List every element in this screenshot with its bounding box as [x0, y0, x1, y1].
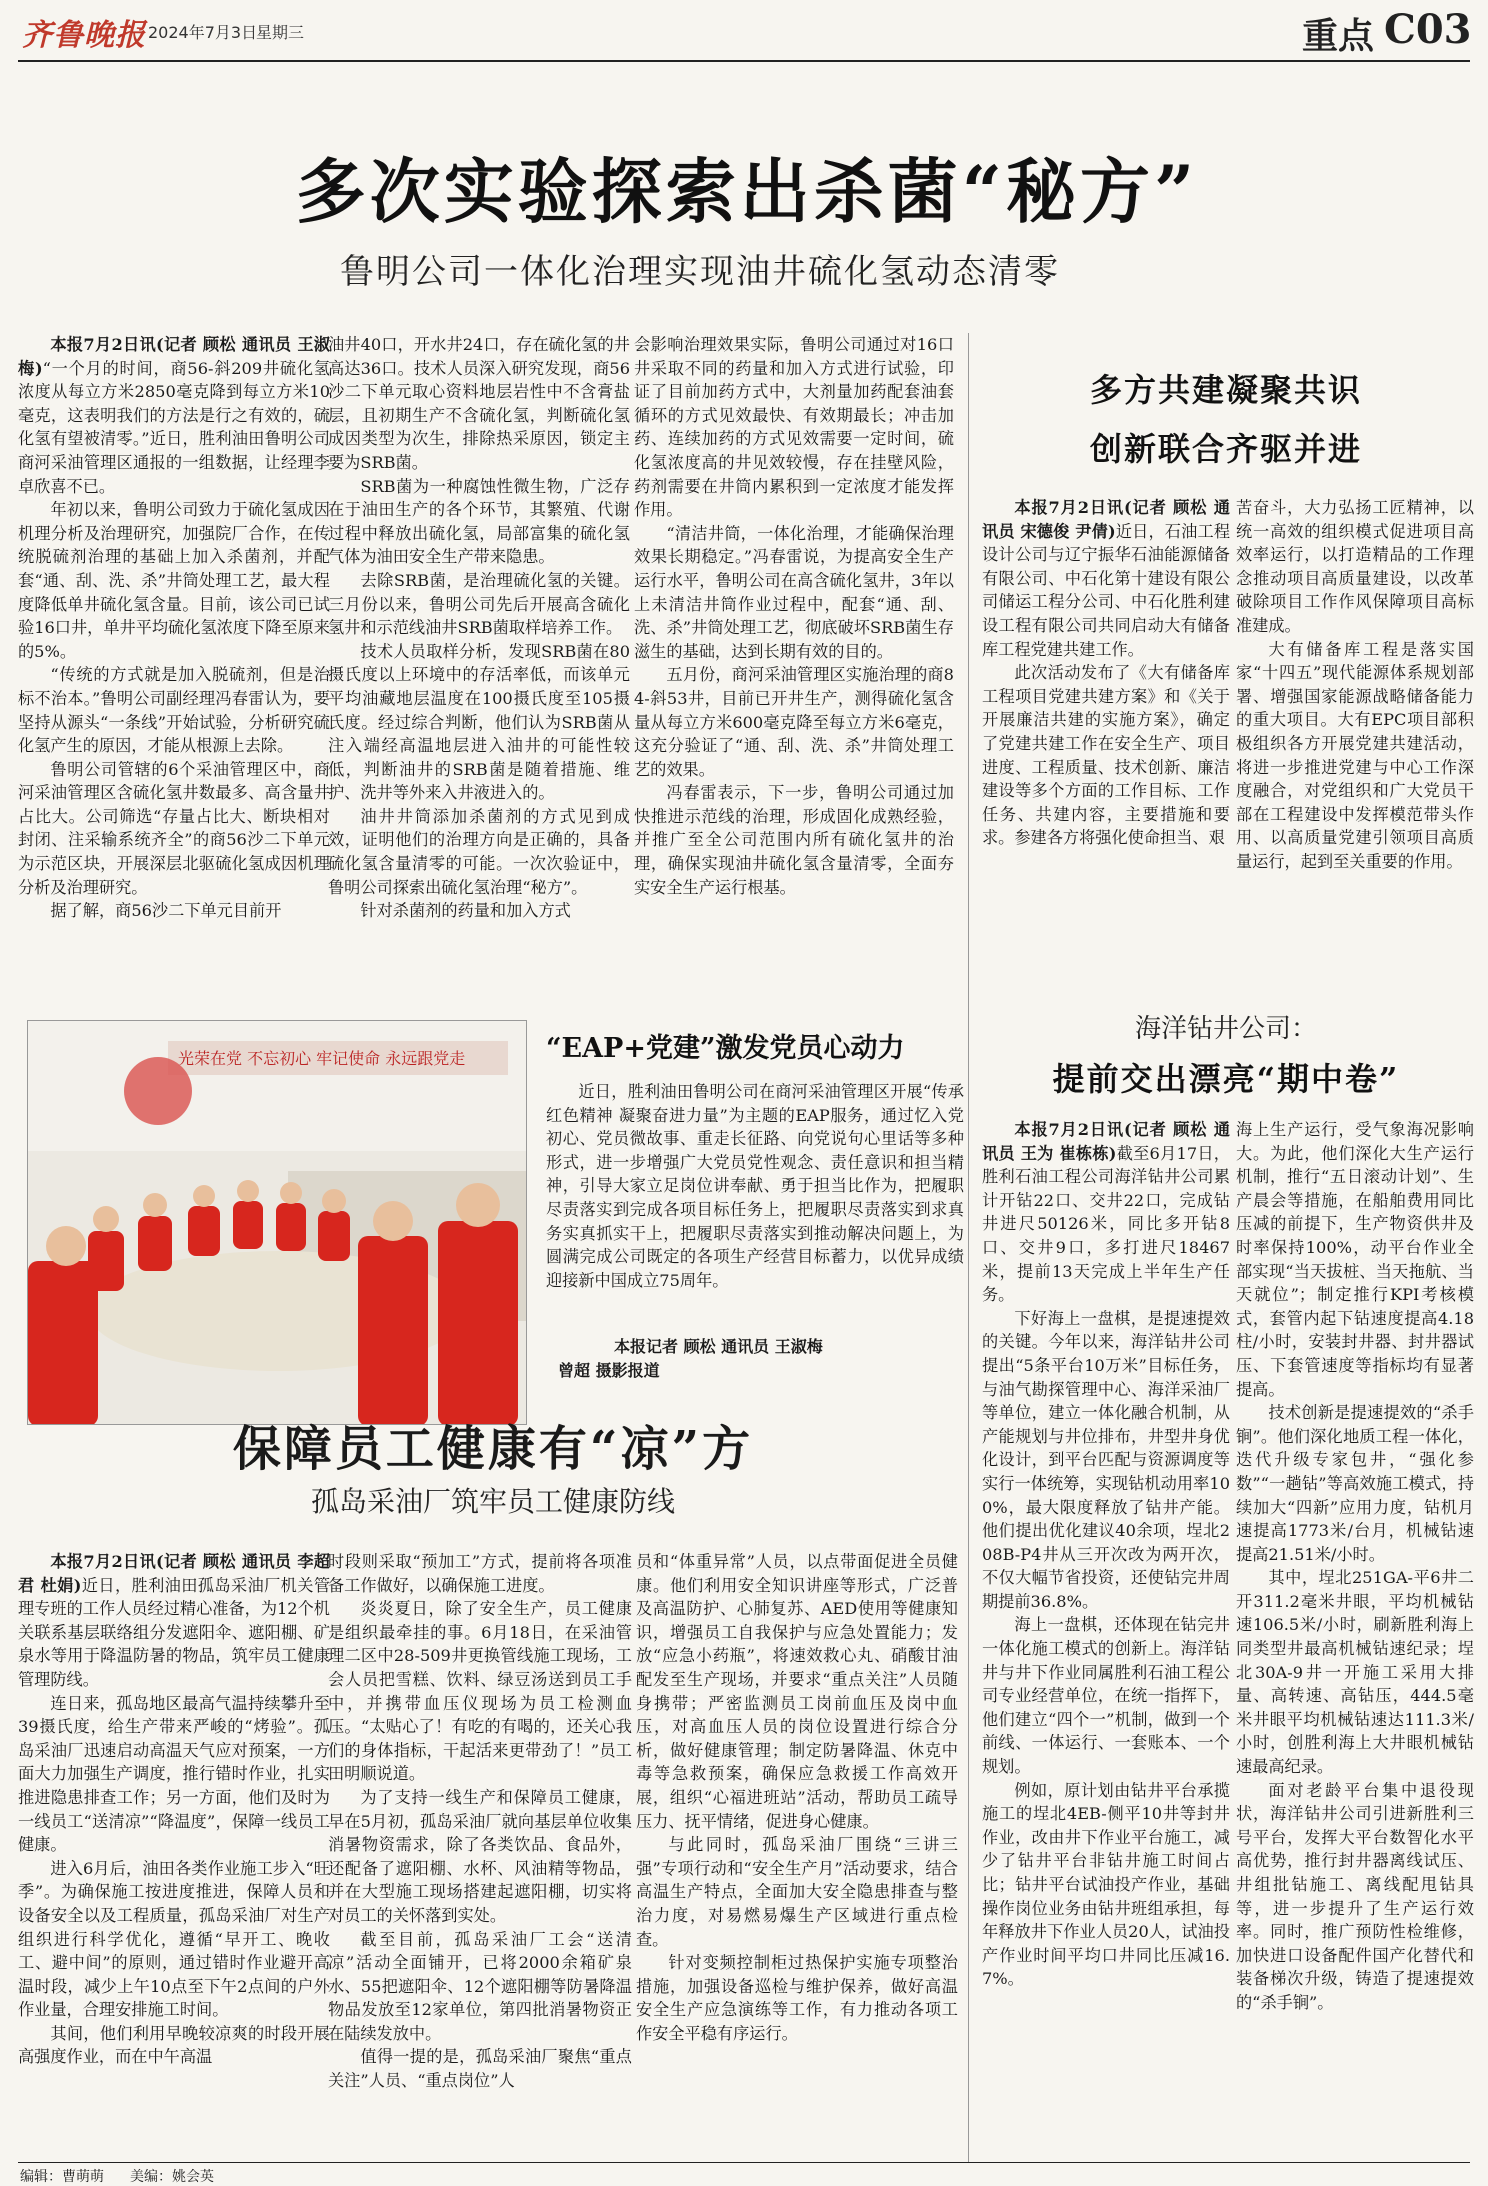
right-bottom-col1	[982, 1118, 1230, 2158]
main-subhead: 鲁明公司一体化治理实现油井硫化氢动态清零	[340, 252, 1060, 292]
paragraph-text: 油井井筒添加杀菌剂的方式见到成效，证明他们的治理方向是正确的，具备硫化氢含量清零的可能。一次次验证中，鲁明公司探索出硫化氢治理“秘方”。	[328, 806, 630, 897]
paragraph	[328, 333, 630, 475]
dateline: 本报7月2日讯(记者 顾松 通讯员 王淑梅)	[18, 335, 330, 378]
paragraph	[1236, 1401, 1474, 1566]
right-top-headline-2: 创新联合齐驱并进	[1089, 430, 1362, 468]
paragraph	[328, 805, 630, 899]
paragraph	[18, 1550, 330, 1692]
masthead-rule	[18, 60, 1470, 62]
right-bottom-headline: 提前交出漂亮“期中卷”	[1052, 1060, 1400, 1098]
paragraph-text: SRB菌为一种腐蚀性微生物，广泛存在于油田生产的各个环节，其繁殖、代谢过程中释放出硫化氢，局部富集的硫化氢气体为油田安全生产带来隐患。	[328, 476, 630, 567]
main-article-col1	[18, 333, 330, 1035]
paragraph-text: 苦奋斗，大力弘扬工匠精神，以统一高效的组织模式促进项目高效率运行，以打造精品的工作理念推动项目高质量建设，以改革破除项目工作作风保障项目高标准建成。	[1236, 498, 1474, 635]
right-top-headline-1: 多方共建凝聚共识	[1089, 371, 1362, 409]
paragraph-text: 此次活动发布了《大有储备库工程项目党建共建方案》和《关于开展廉洁共建的实施方案》，确定了党建共建工作在安全生产、项目进度、工程质量、技术创新、廉洁建设等多个方面的工作目标、工作任务、共建内容，主要措施和要求。参建各方将强化使命担当、艰	[982, 663, 1230, 848]
dateline: 本报7月2日讯(记者 顾松 通讯员 李超君 杜娟)	[18, 1552, 330, 1595]
newspaper-logo: 齐鲁晚报	[22, 18, 146, 53]
paragraph	[18, 498, 330, 663]
paragraph-text: 其间，他们利用早晚较凉爽的时段开展高强度作业，而在中午高温	[18, 2023, 330, 2067]
paragraph-text: 进入6月后，油田各类作业施工步入“旺季”。为确保施工按进度推进，保障人员和设备安全以及工程质量，孤岛采油厂对生产组织进行科学优化，遵循“早开工、晚收工、避中间”的原则，通过错时作业避开高温时段，减少上午10点至下午2点间的户外作业量，合理安排施工时间。	[18, 1858, 330, 2020]
paragraph-text: 值得一提的是，孤岛采油厂聚焦“重点关注”人员、“重点岗位”人	[328, 2047, 632, 2091]
right-top-col1	[982, 496, 1230, 932]
eap-credit-2: 曾超 摄影报道	[558, 1361, 660, 1380]
paragraph	[982, 661, 1230, 850]
issue-date: 2024年7月3日	[148, 23, 258, 42]
paragraph	[18, 1692, 330, 1857]
paragraph	[982, 1307, 1230, 1614]
paragraph-text: “传统的方式就是加入脱硫剂，但是治标不治本。”鲁明公司副经理冯春雷认为，要坚持从源头“一条线”开始试验，分析研究硫化氢产生的原因，才能从根源上去除。	[18, 665, 330, 756]
eap-headline: “EAP+党建”激发党员心动力	[546, 1033, 905, 1064]
paragraph	[634, 663, 954, 781]
main-headline: 多次实验探索出杀菌“秘方”	[295, 150, 1199, 233]
paragraph	[1236, 1118, 1474, 1401]
paragraph-text: 据了解，商56沙二下单元目前开	[50, 901, 282, 921]
paragraph-text: 鲁明公司管辖的6个采油管理区中，商河采油管理区含硫化氢井数最多、高含量井占比大。公司筛选“存量占比大、断块相对封闭、注采输系统齐全”的商56沙二下单元为示范区块，开展深层北驱硫化氢成因机理分析及治理研究。	[18, 759, 330, 897]
paragraph	[1236, 1566, 1474, 1778]
paragraph	[634, 522, 954, 664]
paragraph-text: 近日，胜利油田孤岛采油厂机关管理专班的工作人员经过精心准备，为12个机关联系基层联络组分发遮阳伞、遮阳棚、矿泉水等用于降温防暑的物品，筑牢员工健康管理防线。	[18, 1575, 330, 1689]
paragraph	[546, 1080, 964, 1290]
paragraph-text: 下好海上一盘棋，是提速提效的关键。今年以来，海洋钻井公司提出“5条平台10万米”目标任务，与油气勘探管理中心、海洋采油厂等单位，建立一体化融合机制，从产能规划与井位排布，井型井身优化设计，到平台匹配与资源调度等实行一体统筹，实现钻机动用率100%，最大限度释放了钻井产能。他们提出优化建议40余项，埕北208B-P4井从三开次改为两开次，不仅大幅节省投资，还使钻完井周期提前36.8%。	[982, 1308, 1230, 1611]
paragraph	[1236, 1779, 1474, 2015]
paragraph-text: 针对杀菌剂的药量和加入方式	[360, 901, 571, 921]
paragraph	[1236, 496, 1474, 638]
paragraph	[634, 781, 954, 899]
paragraph	[982, 496, 1230, 661]
paragraph	[328, 1786, 632, 1928]
paragraph	[636, 1833, 958, 1951]
paragraph-text: 油井40口，开水井24口，存在硫化氢的井高达36口。技术人员深入研究发现，商56沙二下单元取心资料地层岩性中不含膏盐层，且初期生产不含硫化氢，判断硫化氢成因类型为次生，排除热采原因，锁定主要为SRB菌。	[328, 335, 630, 472]
issue-weekday: 星期三	[256, 23, 305, 42]
eap-article-body	[546, 1080, 964, 1290]
paragraph	[636, 1550, 958, 1833]
section-name: 重点	[1302, 15, 1375, 57]
paragraph-text: 技术创新是提速提效的“杀手锏”。他们深化地质工程一体化，迭代升级专家包井，“强化参数”“一趟钻”等高效施工模式，持续加大“四新”应用力度，钻机月速提高1773米/台月，机械钻速提高21.51米/小时。	[1236, 1403, 1474, 1564]
paragraph	[18, 663, 330, 757]
paragraph-text: 针对变频控制柜过热保护实施专项整治措施，加强设备巡检与维护保养，做好高温安全生产应急演练等工作，有力推动各项工作安全平稳有序运行。	[636, 1953, 958, 2043]
paragraph	[982, 1613, 1230, 1778]
health-headline: 保障员工健康有“凉”方	[232, 1421, 754, 1477]
paragraph	[1236, 638, 1474, 874]
paragraph-text: 时段则采取“预加工”方式，提前将各项准备工作做好，以确保施工进度。	[328, 1552, 632, 1595]
paragraph-text: 海上一盘棋，还体现在钻完井一体化施工模式的创新上。海洋钻井与井下作业同属胜利石油工程公司专业经营单位，在统一指挥下，他们建立“四个一”机制，做到一个前线、一体运行、一套账本、一个规划。	[982, 1615, 1230, 1777]
paragraph	[634, 333, 954, 522]
paragraph-text: 其中，埕北251GA-平6井二开311.2毫米井眼，平均机械钻速106.5米/小时，刷新胜利海上同类型井最高机械钻速纪录；埕北30A-9井一开施工采用大排量、高转速、高钻压，444.5毫米井眼平均机械钻速达111.3米/小时，创胜利海上大井眼机械钻速最高纪录。	[1236, 1568, 1474, 1777]
paragraph-text: 冯春雷表示，下一步，鲁明公司通过加快推进示范线的治理，形成固化成熟经验，并推广至全公司范围内所有硫化氢井的治理，确保实现油井硫化氢含量清零，全面夯实安全生产运行根基。	[634, 783, 954, 897]
masthead	[0, 0, 1488, 62]
paragraph	[18, 899, 330, 923]
paragraph	[328, 1597, 632, 1786]
paragraph-text: 连日来，孤岛地区最高气温持续攀升至39摄氏度，给生产带来严峻的“烤验”。孤岛采油厂迅速启动高温天气应对预案，一方面大力加强生产调度，推行错时作业，扎实推进隐患排查工作；另一方面，他们及时为一线员工“送清凉”“降温度”，保障一线员工健康。	[18, 1693, 330, 1855]
column-divider	[968, 333, 969, 2163]
paragraph-text: 炎炎夏日，除了安全生产，员工健康是组织最牵挂的事。6月18日，在采油管理二区中28-509井更换管线施工现场，工会人员把雪糕、饮料、绿豆汤送到员工手中，并携带血压仪现场为员工检测血压。“太贴心了！有吃的有喝的，还关心我们的身体指标，干起活来更带劲了！”员工田明顺说道。	[328, 1599, 632, 1784]
paragraph	[18, 333, 330, 498]
dateline: 本报7月2日讯(记者 顾松 通讯员 宋德俊 尹倩)	[982, 498, 1230, 541]
health-subhead: 孤岛采油厂筑牢员工健康防线	[310, 1485, 675, 1518]
paragraph	[328, 640, 630, 805]
paragraph-text: 技术人员取样分析，发现SRB菌在80摄氏度以上环境中的存活率低，而该单元平均油藏地层温度在100摄氏度至105摄氏度。经过综合判断，他们认为SRB菌从注入端经高温地层进入油井的可能性较低，判断油井的SRB菌是随着措施、维护、洗井等外来入井液进入的。	[328, 641, 630, 803]
main-article-col2	[328, 333, 630, 1035]
paragraph	[328, 1928, 632, 2046]
paragraph-text: 五月份，商河采油管理区实施治理的商84-斜53井，目前已开井生产，测得硫化氢含量从每立方米600毫克降至每立方米6毫克，这充分验证了“通、刮、洗、杀”井筒处理工艺的效果。	[634, 665, 954, 779]
paragraph-text: 海上生产运行，受气象海况影响大。为此，他们深化大生产运行机制，推行“五日滚动计划”、生产晨会等措施，在船舶费用同比压减的前提下，生产物资供井及时率保持100%，动平台作业全部实现“当天拔桩、当天拖航、当天就位”；制定推行KPI考核模式，套管内起下钻速度提高4.18柱/小时，安装封井器、封井器试压、下套管速度等指标均有显著提高。	[1236, 1120, 1474, 1399]
paragraph	[636, 1951, 958, 2045]
footer-editor: 编辑：曹萌萌	[20, 2169, 104, 2185]
paragraph	[18, 2022, 330, 2069]
paragraph	[18, 758, 330, 900]
footer-rule	[18, 2162, 1470, 2163]
photo-banner-text: 光荣在党 不忘初心 牢记使命 永远跟党走	[178, 1049, 466, 1068]
paragraph-text: 为了支持一线生产和保障员工健康，早在5月初，孤岛采油厂就向基层单位收集消暑物资需求，除了各类饮品、食品外，还配备了遮阳棚、水杯、风油精等物品，并在大型施工现场搭建起遮阳棚，切实将对员工的关怀落到实处。	[328, 1787, 632, 1925]
paragraph	[328, 1550, 632, 1597]
paragraph	[982, 1118, 1230, 1307]
paragraph-text: 年初以来，鲁明公司致力于硫化氢成因机理分析及治理研究，加强院厂合作，在传统脱硫剂治理的基础上加入杀菌剂，并配套“通、刮、洗、杀”井筒处理工艺，最大程度降低单井硫化氢含量。目前，该公司已试验16口井，单井平均硫化氢浓度下降至原来的5%。	[18, 500, 330, 661]
right-bottom-col2	[1236, 1118, 1474, 2158]
paragraph-text: 近日，胜利油田鲁明公司在商河采油管理区开展“传承红色精神 凝聚奋进力量”为主题的EAP服务，通过忆入党初心、党员微故事、重走长征路、向党说句心里话等多种形式，进一步增强广大党员党性观念、责任意识和担当精神，引导大家立足岗位讲奉献、勇于担当比作为，把履职尽责落实到完成各项目标任务上，把履职尽责落实到求真务实真抓实干上，把履职尽责落实到推动解决问题上，为圆满完成公司既定的各项生产经营目标蓄力，以优异成绩迎接新中国成立75周年。	[546, 1082, 964, 1290]
paragraph-text: 去除SRB菌，是治理硫化氢的关键。三月份以来，鲁明公司先后开展高含硫化氢井和示范线油井SRB菌取样培养工作。	[328, 570, 630, 638]
paragraph-text: 大有储备库工程是落实国家“十四五”现代能源体系规划部署、增强国家能源战略储备能力的重大项目。大有EPC项目部积极组织各方开展党建共建活动，将进一步推进党建与中心工作深度融合，对党组织和广大党员干部在工程建设中发挥模范带头作用、以高质量党建引领项目高质量运行，起到至关重要的作用。	[1236, 639, 1474, 871]
paragraph-text: 员和“体重异常”人员，以点带面促进全员健康。他们利用安全知识讲座等形式，广泛普及高温防护、心肺复苏、AED使用等健康知识，增强员工自我保护与应急处置能力；发放“应急小药瓶”，将速效救心丸、硝酸甘油配发至生产现场，并要求“重点关注”人员随身携带；严密监测员工岗前血压及岗中血压，对高血压人员的岗位设置进行综合分析，做好健康管理；制定防暑降温、休克中毒等急救预案，确保应急救援工作高效开展，组织“心福进班站”活动，帮助员工疏导压力、抚平情绪，促进身心健康。	[636, 1552, 958, 1831]
paragraph	[328, 475, 630, 569]
party-activity-photo	[27, 1020, 527, 1425]
paragraph-text: 会影响治理效果实际，鲁明公司通过对16口井采取不同的药量和加入方式进行试验，印证了目前加药方式中，大剂量加药配套油套循环的方式见效最快、有效期最长；冲击加药、连续加药的方式见效需要一定时间，硫化氢浓度高的井见效较慢，存在挂壁风险，药剂需要在井筒内累积到一定浓度才能发挥作用。	[634, 335, 954, 520]
health-col3	[636, 1550, 958, 2156]
paragraph-text: “清洁井筒，一体化治理，才能确保治理效果长期稳定。”冯春雷说，为提高安全生产运行水平，鲁明公司在高含硫化氢井，3年以上未清洁井筒作业过程中，配套“通、刮、洗、杀”井筒处理工艺，彻底破坏SRB菌生存滋生的基础，达到长期有效的目的。	[634, 523, 954, 661]
paragraph	[328, 569, 630, 640]
paragraph-text: 截至目前，孤岛采油厂工会“送清凉”活动全面铺开，已将2000余箱矿泉水、55把遮阳伞、12个遮阳棚等防暑降温物品发放至12家单位，第四批消暑物资正在陆续发放中。	[328, 1929, 632, 2043]
footer-designer: 美编：姚会英	[130, 2169, 214, 2185]
paragraph-text: 例如，原计划由钻井平台承揽施工的埕北4EB-侧平10井等封井作业，改由井下作业平台施工，减少了钻井平台非钻井施工时间占比；钻井平台试油投产作业，基础操作岗位业务由钻井班组承担，每年释放井下作业人员20人，试油投产作业时间平均口井同比压减16.7%。	[982, 1780, 1230, 1989]
main-article-col3	[634, 333, 954, 1035]
paragraph	[982, 1779, 1230, 1991]
paragraph	[328, 899, 630, 923]
eap-credit-1: 本报记者 顾松 通讯员 王淑梅	[614, 1337, 823, 1356]
paragraph-text: 与此同时，孤岛采油厂围绕“三讲三强”专项行动和“安全生产月”活动要求，结合高温生产特点，全面加大安全隐患排查与整治力度，对易燃易爆生产区域进行重点检查。	[636, 1835, 958, 1949]
paragraph-text: 近日，石油工程设计公司与辽宁振华石油能源储备有限公司、中石化第十建设有限公司储运工程分公司、中石化胜利建设工程有限公司共同启动大有储备库工程党建共建工作。	[982, 521, 1230, 659]
paragraph-text: “一个月的时间，商56-斜209井硫化氢浓度从每立方米2850毫克降到每立方米10毫克，这表明我们的方法是行之有效的，硫化氢有望被清零。”近日，胜利油田鲁明公司商河采油管理区通报的一组数据，让经理李卓欣喜不已。	[18, 358, 330, 496]
right-top-col2	[1236, 496, 1474, 932]
right-bottom-kicker: 海洋钻井公司：	[1134, 1014, 1317, 1044]
paragraph	[18, 1857, 330, 2022]
paragraph	[328, 2045, 632, 2092]
page-number: C03	[1384, 6, 1472, 53]
paragraph-text: 截至6月17日，胜利石油工程公司海洋钻井公司累计开钻22口、交井22口，完成钻井进尺50126米，同比多开钻8口、交井9口，多打进尺18467米，提前13天完成上半年生产任务。	[982, 1143, 1230, 1305]
health-col1	[18, 1550, 330, 2156]
health-col2	[328, 1550, 632, 2156]
paragraph-text: 面对老龄平台集中退役现状，海洋钻井公司引进新胜利三号平台，发挥大平台数智化水平高优势，推行封井器离线试压、井组批钻施工、离线配甩钻具等，进一步提升了生产运行效率。同时，推广预防性检维修，加快进口设备配件国产化替代和装备梯次升级，铸造了提速提效的“杀手锏”。	[1236, 1780, 1474, 2012]
dateline: 本报7月2日讯(记者 顾松 通讯员 王为 崔栋栋)	[982, 1120, 1230, 1163]
